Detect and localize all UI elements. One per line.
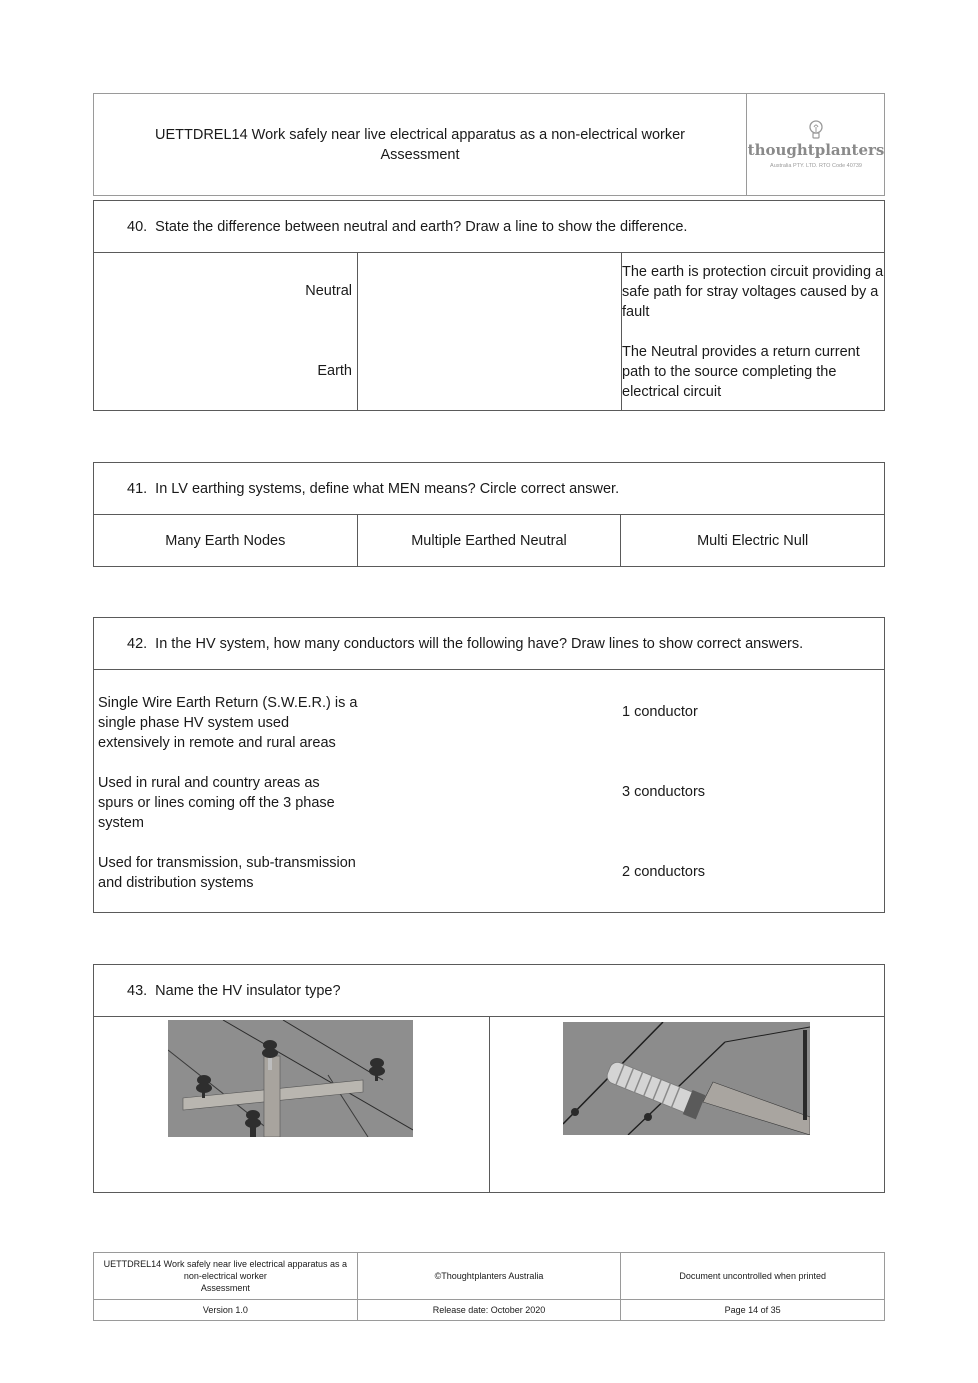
option-multiple-earthed-neutral[interactable]: Multiple Earthed Neutral [357,515,621,566]
footer-doc-title-line1: UETTDREL14 Work safely near live electrical apparatus as a [103,1259,348,1269]
matching-area[interactable] [94,253,884,410]
system-transmission[interactable]: Used for transmission, sub-transmission and distribution systems [98,855,356,891]
question-40-prompt [94,201,884,253]
column-divider [489,1017,490,1192]
question-text: State the difference between neutral and earth? Draw a line to show the difference. [155,218,688,235]
question-43-prompt [94,965,884,1017]
question-number: 40. [127,218,148,235]
question-number: 42. [127,635,148,652]
answer-options [94,515,884,566]
question-42 [93,617,885,913]
option-multi-electric-null[interactable]: Multi Electric Null [620,515,884,566]
long-rod-insulator-photo [563,1022,810,1135]
footer-control-note: Document uncontrolled when printed [620,1253,884,1299]
footer-copyright: ©Thoughtplanters Australia [357,1253,621,1299]
system-swer[interactable]: Single Wire Earth Return (S.W.E.R.) is a single phase HV system used extensively in remote and rural areas [98,695,358,751]
answer-1-conductor[interactable]: 1 conductor [622,704,698,720]
term-earth[interactable]: Earth [317,363,352,379]
header-title-line2: Assessment [380,146,460,163]
question-text: In LV earthing systems, define what MEN means? Circle correct answer. [155,480,620,497]
question-number: 43. [127,982,148,999]
footer-release-date: Release date: October 2020 [357,1300,621,1320]
pole-photo-graphic [168,1020,413,1137]
answer-3-conductors[interactable]: 3 conductors [622,784,706,800]
term-neutral[interactable]: Neutral [305,283,352,299]
option-many-earth-nodes[interactable]: Many Earth Nodes [165,532,286,549]
question-43 [93,964,885,1193]
header-title [94,94,746,195]
question-42-prompt [94,618,884,670]
pin-insulator-pole-photo [168,1020,413,1137]
footer-doc-title-line3: Assessment [200,1283,250,1293]
footer-doc-title [94,1253,357,1299]
insulator-photo-graphic [563,1022,810,1135]
logo-subtitle: Australia PTY. LTD. RTO Code 40739 [770,163,862,169]
question-number: 41. [127,480,148,497]
footer-version: Version 1.0 [202,1305,248,1315]
question-41 [93,462,885,567]
column-divider [357,253,358,410]
description-earth[interactable]: The earth is protection circuit providing a safe path for stray voltages caused by a fault [622,264,884,320]
document-footer [93,1252,885,1321]
footer-page-number: Page 14 of 35 [620,1300,884,1320]
question-text: Name the HV insulator type? [155,982,341,999]
document-header [93,93,885,196]
logo-wordmark: thoughtplanters [747,141,885,159]
question-41-prompt [94,463,884,515]
lightbulb-icon [808,120,824,140]
footer-doc-title-line2: non-electrical worker [183,1271,267,1281]
system-spur-lines[interactable]: Used in rural and country areas as spurs or lines coming off the 3 phase system [98,775,335,831]
answer-2-conductors[interactable]: 2 conductors [622,864,706,880]
header-title-line1: UETTDREL14 Work safely near live electrical apparatus as a non-electrical worker [154,126,685,143]
company-logo [746,94,885,195]
question-text: In the HV system, how many conductors will the following have? Draw lines to show correct answers. [155,635,804,652]
description-neutral[interactable]: The Neutral provides a return current path to the source completing the electrical circuit [622,344,860,400]
question-40 [93,200,885,411]
